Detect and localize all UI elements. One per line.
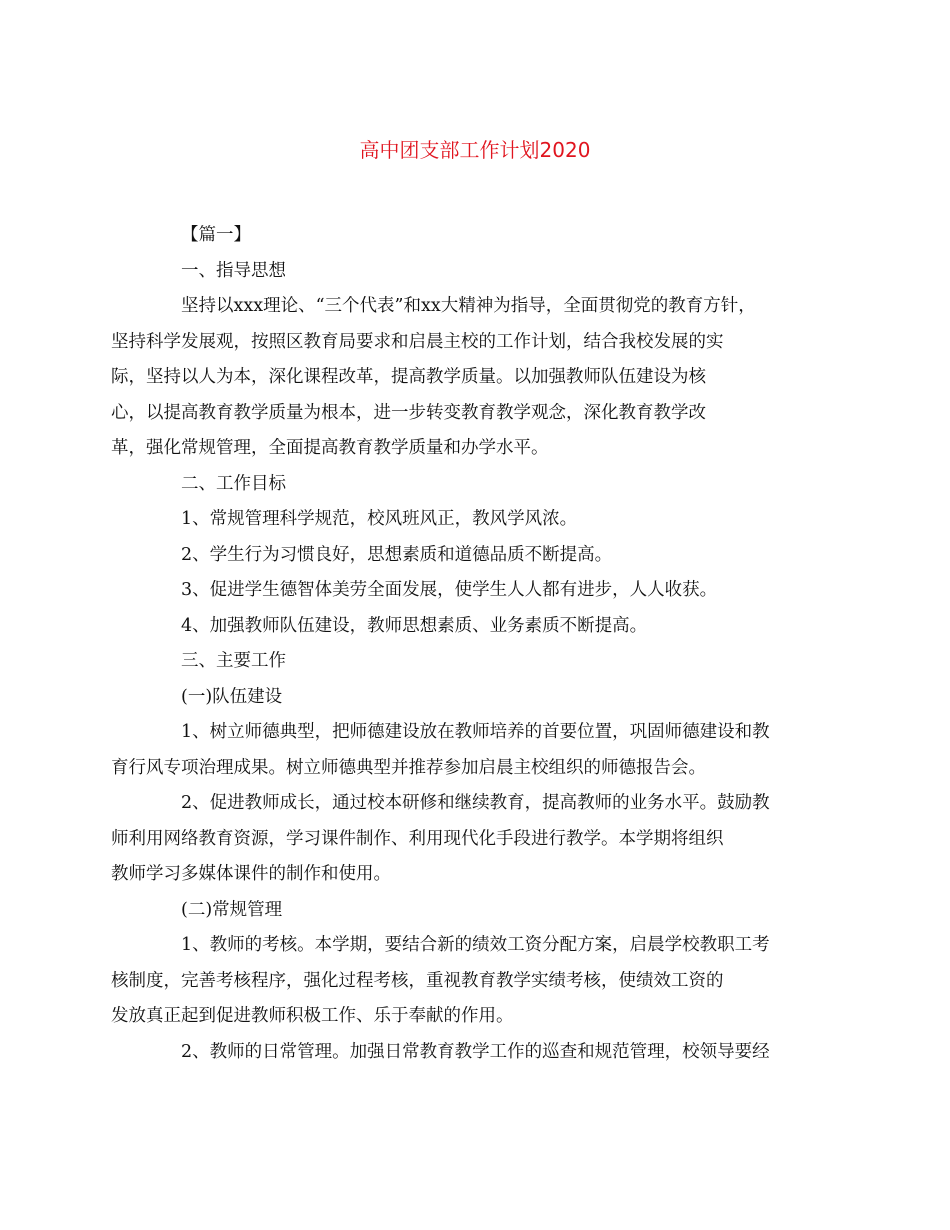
goal-item-2 bbox=[146, 538, 806, 574]
text-line: (一)队伍建设 bbox=[181, 686, 283, 707]
heading-main-work bbox=[146, 644, 806, 680]
text-line: 革，强化常规管理，全面提高教育教学质量和办学水平。 bbox=[111, 438, 549, 458]
text-line: 3、促进学生德智体美劳全面发展，使学生人人都有进步，人人收获。 bbox=[181, 580, 718, 600]
text-line: 2、学生行为习惯良好，思想素质和道德品质不断提高。 bbox=[181, 544, 613, 565]
text-line: 教师学习多媒体课件的制作和使用。 bbox=[111, 864, 391, 884]
text-line: 核制度，完善考核程序，强化过程考核，重视教育教学实绩考核，使绩效工资的 bbox=[111, 970, 724, 991]
text-line: 育行风专项治理成果。树立师德典型并推荐参加启晨主校组织的师德报告会。 bbox=[111, 757, 706, 778]
text-line: 一、指导思想 bbox=[181, 260, 286, 281]
paragraph-routine-management-2 bbox=[146, 1035, 806, 1071]
paragraph-team-building-1 bbox=[111, 715, 806, 786]
goal-item-1 bbox=[146, 502, 806, 538]
text-line: 1、树立师德典型，把师德建设放在教师培养的首要位置，巩固师德建设和教 bbox=[181, 722, 770, 742]
text-line: 2、教师的日常管理。加强日常教育教学工作的巡查和规范管理，校领导要经 bbox=[181, 1041, 770, 1062]
document-title: 高中团支部工作计划2020 bbox=[359, 138, 591, 162]
text-line: 师利用网络教育资源，学习课件制作、利用现代化手段进行教学。本学期将组织 bbox=[111, 828, 724, 849]
section-label-part-one bbox=[146, 218, 806, 254]
goal-item-4 bbox=[146, 609, 806, 645]
paragraph-routine-management-1 bbox=[111, 928, 806, 1035]
text-line: 际，坚持以人为本，深化课程改革，提高教学质量。以加强教师队伍建设为核 bbox=[111, 367, 706, 387]
text-line: 心，以提高教育教学质量为根本，进一步转变教育教学观念，深化教育教学改 bbox=[111, 402, 706, 423]
text-line: (二)常规管理 bbox=[181, 899, 283, 920]
goal-item-3 bbox=[146, 573, 806, 609]
document-body bbox=[111, 218, 806, 1070]
heading-work-goals bbox=[146, 467, 806, 503]
text-line: 2、促进教师成长，通过校本研修和继续教育，提高教师的业务水平。鼓励教 bbox=[181, 793, 770, 813]
text-line: 1、教师的考核。本学期，要结合新的绩效工资分配方案，启晨学校教职工考 bbox=[181, 935, 770, 955]
paragraph-guiding-ideology bbox=[111, 289, 806, 467]
subheading-team-building bbox=[146, 680, 806, 716]
text-line: 1、常规管理科学规范，校风班风正，教风学风浓。 bbox=[181, 509, 578, 529]
text-line: 三、主要工作 bbox=[181, 651, 286, 671]
text-line: 二、工作目标 bbox=[181, 473, 286, 494]
text-line: 4、加强教师队伍建设，教师思想素质、业务素质不断提高。 bbox=[181, 615, 648, 636]
text-line: 坚持以xxx理论、“三个代表”和xx大精神为指导，全面贯彻党的教育方针， bbox=[181, 296, 756, 316]
text-line: 【篇一】 bbox=[181, 225, 251, 245]
subheading-routine-management bbox=[146, 893, 806, 929]
heading-guiding-ideology bbox=[146, 254, 806, 290]
text-line: 发放真正起到促进教师积极工作、乐于奉献的作用。 bbox=[111, 1006, 514, 1026]
paragraph-team-building-2 bbox=[111, 786, 806, 893]
text-line: 坚持科学发展观，按照区教育局要求和启晨主校的工作计划，结合我校发展的实 bbox=[111, 331, 724, 352]
